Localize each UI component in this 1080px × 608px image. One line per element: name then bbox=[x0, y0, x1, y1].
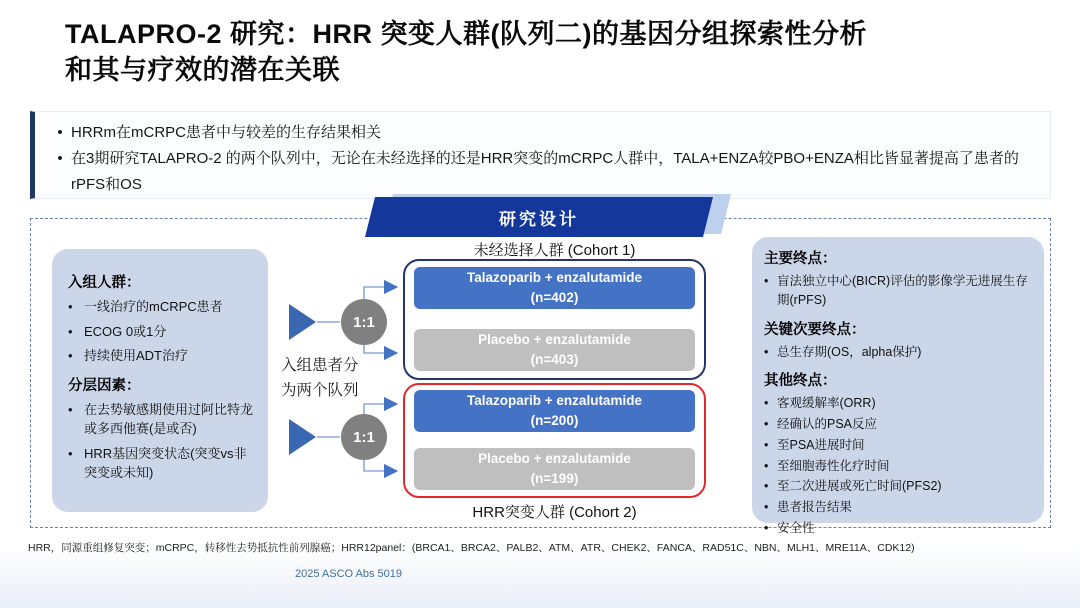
bullet-icon: • bbox=[57, 149, 63, 167]
page-title-line2: 和其与疗效的潜在关联 bbox=[65, 55, 340, 86]
endpoint-item bbox=[764, 436, 1036, 455]
primary-endpoint-list bbox=[764, 272, 1036, 310]
cohort2-group bbox=[403, 383, 706, 498]
enrollment-heading: 入组人群： bbox=[68, 275, 141, 291]
enrollment-item bbox=[68, 297, 258, 317]
stratification-item-text: HRR基因突变状态(突变vs非突变或未知) bbox=[84, 445, 247, 480]
bullet-icon: • bbox=[764, 437, 769, 452]
footer-abbreviations: HRR，同源重组修复突变；mCRPC，转移性去势抵抗性前列腺癌；HRR12panel：(BRCA1、BRCA2、PALB2、ATM、ATR、CHEK2、FANCA、RAD51C、NBN、MLH1、MRE11A、CDK12) bbox=[28, 542, 915, 554]
key-secondary-endpoint-list bbox=[764, 343, 1036, 362]
stratification-list bbox=[68, 400, 258, 483]
endpoints-box bbox=[752, 237, 1044, 535]
arm-name: Talazoparib + enzalutamide bbox=[467, 392, 642, 408]
bullet-icon: • bbox=[764, 344, 769, 359]
arm-name: Talazoparib + enzalutamide bbox=[467, 269, 642, 285]
endpoint-item-text: 至二次进展或死亡时间(PFS2) bbox=[777, 479, 942, 494]
endpoint-item bbox=[764, 394, 1036, 413]
flow-arrow-icon bbox=[289, 419, 316, 455]
key-point-text: HRRm在mCRPC患者中与较差的生存结果相关 bbox=[71, 124, 381, 141]
primary-endpoint-heading: 主要终点： bbox=[764, 251, 837, 267]
randomization-ratio-badge: 1:1 bbox=[341, 299, 387, 345]
endpoint-item bbox=[764, 498, 1036, 517]
endpoint-item bbox=[764, 415, 1036, 434]
study-design-banner: 研究设计 bbox=[499, 209, 579, 229]
bullet-icon: • bbox=[764, 500, 769, 514]
stratification-heading: 分层因素： bbox=[68, 377, 141, 394]
endpoint-item bbox=[764, 477, 1036, 496]
reference-text: 2025 ASCO Abs 5019 bbox=[295, 568, 403, 580]
bullet-icon: • bbox=[68, 323, 73, 339]
key-point-text: 在3期研究TALAPRO-2 的两个队列中，无论在未经选择的还是HRR突变的mCRPC人群中，TALA+ENZA较PBO+ENZA相比皆显著提高了患者的rPFS和OS bbox=[71, 149, 1019, 193]
bullet-icon: • bbox=[764, 396, 769, 411]
endpoint-item-text: 总生存期(OS，alpha保护) bbox=[777, 344, 922, 359]
stratification-item-text: 在去势敏感期使用过阿比特龙或多西他赛(是或否) bbox=[84, 401, 254, 436]
arm-n: (n=402) bbox=[530, 290, 579, 305]
endpoint-item bbox=[764, 272, 1036, 310]
stratification-item bbox=[68, 444, 258, 483]
split-label: 入组患者分为两个队列 bbox=[281, 357, 359, 399]
bullet-icon: • bbox=[764, 274, 769, 288]
bullet-icon: • bbox=[764, 417, 769, 431]
bullet-icon: • bbox=[68, 299, 73, 314]
cohort1-label: 未经选择人群 (Cohort 1) bbox=[473, 242, 636, 259]
other-endpoints-heading: 其他终点： bbox=[764, 373, 837, 390]
randomization-ratio-badge: 1:1 bbox=[341, 414, 387, 460]
endpoint-item bbox=[764, 519, 1036, 538]
endpoint-item-text: 安全性 bbox=[777, 520, 815, 535]
key-secondary-endpoint-heading: 关键次要终点： bbox=[764, 321, 866, 338]
endpoint-item bbox=[764, 457, 1036, 476]
treatment-arm-talazoparib-cohort1 bbox=[414, 267, 695, 309]
treatment-arm-talazoparib-cohort2 bbox=[414, 390, 695, 432]
endpoint-item-text: 患者报告结果 bbox=[777, 500, 853, 514]
endpoint-item-text: 盲法独立中心(BICR)评估的影像学无进展生存期(rPFS) bbox=[777, 274, 1028, 307]
stratification-item bbox=[68, 400, 258, 439]
enrollment-box bbox=[52, 249, 268, 512]
endpoint-item-text: 客观缓解率(ORR) bbox=[777, 396, 876, 411]
bullet-icon: • bbox=[764, 458, 769, 473]
cohort1-group bbox=[403, 259, 706, 380]
treatment-arm-placebo-cohort2 bbox=[414, 448, 695, 490]
cohort2-label: HRR突变人群 (Cohort 2) bbox=[472, 504, 637, 521]
bullet-icon: • bbox=[68, 348, 73, 363]
flow-arrow-icon bbox=[289, 304, 316, 340]
arm-n: (n=199) bbox=[530, 471, 579, 486]
bullet-icon: • bbox=[68, 401, 73, 417]
key-points-list bbox=[49, 120, 1036, 197]
arm-n: (n=200) bbox=[530, 413, 579, 428]
arm-name: Placebo + enzalutamide bbox=[478, 331, 631, 347]
endpoint-item-text: 经确认的PSA反应 bbox=[777, 417, 878, 431]
page-title-line1: TALAPRO-2 研究：HRR 突变人群(队列二)的基因分组探索性分析 bbox=[65, 19, 867, 49]
bullet-icon: • bbox=[57, 124, 63, 141]
enrollment-item bbox=[68, 322, 258, 342]
enrollment-item-text: 一线治疗的mCRPC患者 bbox=[84, 299, 223, 314]
arm-name: Placebo + enzalutamide bbox=[478, 450, 631, 466]
endpoint-item-text: 至PSA进展时间 bbox=[777, 437, 865, 452]
enrollment-list bbox=[68, 297, 258, 366]
arm-n: (n=403) bbox=[530, 352, 579, 367]
endpoint-item-text: 至细胞毒性化疗时间 bbox=[777, 458, 890, 473]
key-point-item bbox=[49, 146, 1036, 198]
key-points-panel bbox=[30, 111, 1051, 199]
enrollment-item-text: ECOG 0或1分 bbox=[84, 323, 167, 339]
bullet-icon: • bbox=[764, 520, 769, 535]
bullet-icon: • bbox=[764, 479, 769, 494]
enrollment-item bbox=[68, 346, 258, 366]
key-point-item bbox=[49, 120, 1036, 146]
treatment-arm-placebo-cohort1 bbox=[414, 329, 695, 371]
endpoint-item bbox=[764, 343, 1036, 362]
bullet-icon: • bbox=[68, 445, 73, 461]
other-endpoints-list bbox=[764, 394, 1036, 537]
page-title bbox=[65, 16, 1045, 89]
enrollment-item-text: 持续使用ADT治疗 bbox=[84, 348, 189, 363]
